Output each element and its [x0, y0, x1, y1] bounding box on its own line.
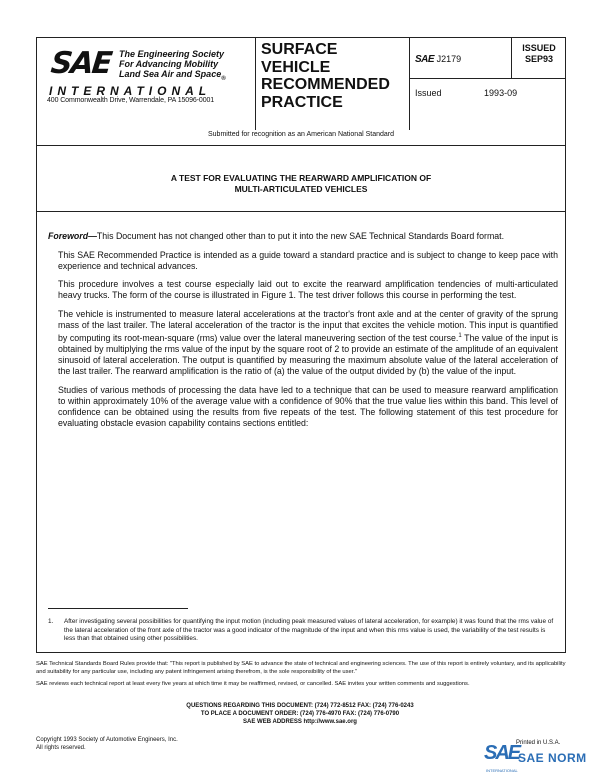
contact-line: SAE WEB ADDRESS http://www.sae.org [243, 719, 357, 725]
paragraph [48, 309, 558, 377]
document-type [261, 41, 390, 111]
norm-logo-sub: INTERNATIONAL [486, 768, 518, 773]
norm-logo-mark: SAE [484, 742, 520, 764]
divider [409, 38, 410, 130]
title-box [37, 145, 565, 212]
footnote [48, 618, 558, 644]
document-title [37, 173, 565, 195]
issued-word: Issued [415, 88, 442, 98]
footnote-rule [48, 608, 188, 609]
sae-logo-block [37, 38, 255, 130]
doc-type-line: SURFACE [261, 41, 338, 58]
society-tagline [119, 49, 259, 84]
doc-type-line: PRACTICE [261, 93, 343, 111]
divider [409, 78, 565, 79]
address: 400 Commonwealth Drive, Warrendale, PA 15096-0001 [47, 97, 215, 104]
divider [255, 38, 256, 130]
title-line: MULTI-ARTICULATED VEHICLES [234, 184, 368, 194]
title-line: A TEST FOR EVALUATING THE REARWARD AMPLIFICATION OF [170, 173, 432, 183]
sae-prefix: SAE [415, 54, 435, 65]
copyright-line: Copyright 1993 Society of Automotive Engineers, Inc. [36, 737, 178, 743]
trademark: ® [221, 75, 226, 82]
norm-logo-text: SAE NORM [518, 751, 587, 765]
footnote-ref[interactable]: 1 [458, 333, 462, 340]
issued-label-line: ISSUED [522, 43, 556, 53]
document-frame [36, 37, 566, 653]
copyright [36, 736, 178, 752]
issued-label [515, 43, 563, 65]
j-number: J2179 [436, 54, 462, 64]
sae-logo-mark: SAE [49, 46, 113, 81]
board-notice [36, 660, 566, 692]
contact-line: QUESTIONS REGARDING THIS DOCUMENT: (724) 772-8512 FAX: (724) 776-0243 [186, 703, 414, 709]
foreword-paragraph [48, 231, 558, 242]
copyright-line: All rights reserved. [36, 745, 86, 751]
issued-label-line: SEP93 [524, 54, 554, 64]
divider [511, 38, 512, 78]
tagline-line-1: The Engineering Society [119, 49, 225, 59]
footnote-text: After investigating several possibilities for quantifying the input motion (including peak measured values of lateral acceleration, for example) it was found that the rms value of the lateral acceleration of the front axle of the tractor was a good indicator of the magnitude of the input and when this rms value is used, the variability of the test results is less than that obtained using other possibilities. [64, 618, 554, 643]
tagline-line-3: Land Sea Air and Space$_®$ [119, 69, 226, 82]
foreword-text: This Document has not changed other than to put it into the new SAE Technical Standards Board format. [96, 231, 505, 241]
notice-paragraph: SAE reviews each technical report at least every five years at which time it may be reaffirmed, revised, or cancelled. SAE invites your written comments and suggestions. [36, 681, 470, 687]
paragraph-text: The vehicle is instrumented to measure lateral accelerations at the tractor's front axle and at the center of gravity of the sprung mass of the last trailer. The lateral acceleration of the tractor is the input that excites the vehicle motion. This input is quantified by computing its root-mean-square (rms) value over the lateral maneuvering section of the test course. [58, 308, 558, 344]
standard-number [415, 54, 461, 65]
paragraph-text: The value of the input is obtained by multiplying the rms value of the input by the square root of 2 to provide an estimate of the amplitude of an equivalent sinusoid of lateral acceleration. The output is quantified by measuring the maximum absolute value of the lateral acceleration of the last trailer. The rearward amplification is the ratio of (a) the value of the output divided by (b) the value of the input. [58, 333, 558, 377]
sae-norm-logo [484, 742, 600, 776]
contact-line: TO PLACE A DOCUMENT ORDER: (724) 776-4970 FAX: (724) 776-0790 [200, 711, 400, 717]
international-wordmark: INTERNATIONAL [49, 84, 212, 98]
issued-row [415, 88, 517, 98]
printed-note: Printed in U.S.A. [516, 740, 561, 746]
foreword-label: Foreword— [48, 231, 97, 241]
header [37, 38, 565, 146]
paragraph: Studies of various methods of processing the data have led to a technique that can be used to measure rearward amplification to within approximately 10% of the average value with a confidence of 90% that the true value lies within this band. This level of confidence can be obtained using the results from five repeats of the test. The following statement of this test procedure for evaluating obstacle evasion capability contains sections entitled: [58, 384, 558, 429]
issued-date: 1993-09 [484, 88, 518, 98]
doc-type-line: VEHICLE [261, 58, 331, 76]
tagline-line-2: For Advancing Mobility [119, 59, 219, 69]
paragraph: This procedure involves a test course especially laid out to excite the rearward amplification tendencies of multi-articulated heavy trucks. The form of the course is illustrated in Figure 1. The test driver follows this course in performing the test. [58, 279, 558, 301]
submitted-note: Submitted for recognition as an American National Standard [208, 131, 394, 138]
body-text [48, 231, 558, 437]
doc-type-line: RECOMMENDED [261, 76, 390, 93]
footnote-marker: 1. [48, 618, 54, 625]
contact-info [0, 702, 600, 726]
notice-paragraph: SAE Technical Standards Board Rules provide that: "This report is published by SAE to advance the state of technical and engineering sciences. The use of this report is entirely voluntary, and its applicability and suitability for any particular use, including any patent infringement arising therefrom, is the sole responsibility of the user." [36, 661, 566, 675]
paragraph: This SAE Recommended Practice is intended as a guide toward a standard practice and is subject to change to keep pace with experience and technical advances. [58, 249, 558, 271]
